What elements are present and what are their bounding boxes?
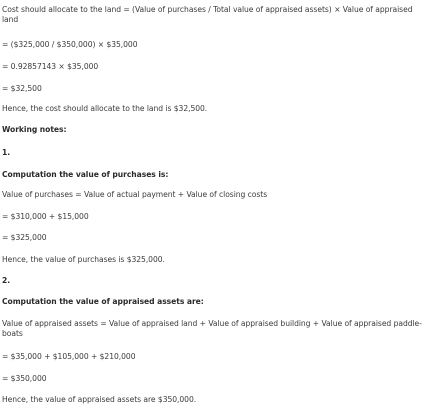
note-1-heading: Computation the value of purchases is: <box>2 170 169 179</box>
note-1-step-1: = $310,000 + $15,000 <box>2 212 89 221</box>
note-2-heading: Computation the value of appraised assets are: <box>2 297 204 306</box>
allocation-formula: Cost should allocate to the land = (Value of purchases / Total value of appraised assets) × Value of appraised land <box>2 5 413 24</box>
note-2-number: 2. <box>2 276 11 285</box>
note-2-step-1: = $35,000 + $105,000 + $210,000 <box>2 352 136 361</box>
allocation-step-3: = $32,500 <box>2 84 42 93</box>
allocation-conclusion: Hence, the cost should allocate to the land is $32,500. <box>2 104 208 113</box>
note-1-formula: Value of purchases = Value of actual payment + Value of closing costs <box>2 190 268 199</box>
allocation-step-1: = ($325,000 / $350,000) × $35,000 <box>2 40 138 49</box>
working-notes-heading: Working notes: <box>2 125 67 134</box>
note-1-conclusion: Hence, the value of purchases is $325,000. <box>2 255 165 264</box>
note-1-step-2: = $325,000 <box>2 233 47 242</box>
note-2-step-2: = $350,000 <box>2 374 47 383</box>
note-1-number: 1. <box>2 148 11 157</box>
allocation-step-2: = 0.92857143 × $35,000 <box>2 62 99 71</box>
note-2-formula: Value of appraised assets = Value of appraised land + Value of appraised building + Value of appraised paddle-boats <box>2 319 422 338</box>
note-2-conclusion: Hence, the value of appraised assets are $350,000. <box>2 395 197 404</box>
